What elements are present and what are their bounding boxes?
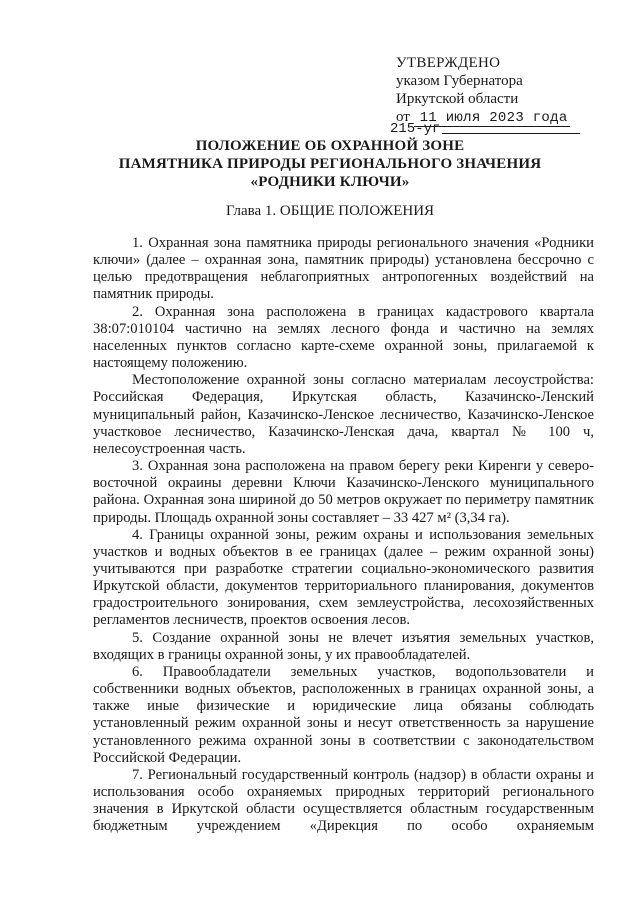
approval-date-value: 11 июля 2023 года (414, 111, 570, 127)
approval-title: УТВЕРЖДЕНО (396, 55, 501, 71)
paragraph-4: 4. Границы охранной зоны, режим охраны и использования земельных участков и водных объектов в ее границах (далее – режим охранной зоны) учитываются при разработке стратегии социально-экономического развития Иркутской области, документов территориального планирования, документов градостроительного зонирования, схем землеустройства, лесохозяйственных регламентов лесничеств, проектов освоения лесов. (93, 526, 594, 629)
approval-issuer-line1: указом Губернатора (396, 73, 523, 89)
paragraph-7: 7. Региональный государственный контроль (надзор) в области охраны и использования особо охраняемых природных территорий регионального значения в Иркутской области осуществляется областным государственным бюджетным учреждением «Дирекция по особо охраняемым (93, 766, 594, 835)
approval-number-underline (442, 133, 580, 134)
paragraph-3: 3. Охранная зона расположена на правом берегу реки Киренги у северо-восточной окраины деревни Ключи Казачинско-Ленского муниципального района. Охранная зона шириной до 50 метров окружает по периметру памятник природы. Площадь охранной зоны составляет – 33 427 м² (3,34 га). (93, 458, 594, 526)
document-title (60, 137, 600, 191)
paragraph-5: 5. Создание охранной зоны не влечет изъятия земельных участков, входящих в границы охранной зоны, у их правообладателей. (93, 629, 594, 663)
approval-date-prefix: от (396, 109, 410, 125)
approval-number: 215-уг (390, 121, 441, 137)
paragraph-location: Местоположение охранной зоны согласно материалам лесоустройства: Российская Федерация, Иркутская область, Казачинско-Ленский муниципальный район, Казачинско-Ленское лесничество, Казачинско-Ленское участковое лесничество, Казачинско-Ленская дача, квартал № 100 ч, нелесоустроенная часть. (93, 372, 594, 457)
paragraph-1: 1. Охранная зона памятника природы регионального значения «Родники ключи» (далее – охранная зона, памятник природы) установлена бессрочно с целью предотвращения неблагоприятных антропогенных воздействий на памятник природы. (93, 235, 594, 303)
document-body (93, 235, 594, 835)
document-title-line1: ПОЛОЖЕНИЕ ОБ ОХРАННОЙ ЗОНЕ (195, 138, 465, 154)
document-title-line3: «РОДНИКИ КЛЮЧИ» (250, 174, 410, 190)
paragraph-6: 6. Правообладатели земельных участков, водопользователи и собственники водных объектов, расположенных в границах охранной зоны, а также иные физические и юридические лица обязаны соблюдать установленный режим охранной зоны и несут ответственность за нарушение установленного режима охранной зоны в соответствии с законодательством Российской Федерации. (93, 663, 594, 766)
approval-stamp (390, 54, 596, 137)
approval-issuer-line2: Иркутской области (396, 91, 519, 107)
paragraph-2: 2. Охранная зона расположена в границах кадастрового квартала 38:07:010104 частично на землях лесного фонда и частично на землях населенных пунктов согласно карте-схеме охранной зоны, прилагаемой к настоящему положению. (93, 303, 594, 372)
chapter-heading: Глава 1. ОБЩИЕ ПОЛОЖЕНИЯ (225, 203, 435, 219)
document-title-line2: ПАМЯТНИКА ПРИРОДЫ РЕГИОНАЛЬНОГО ЗНАЧЕНИЯ (118, 156, 542, 172)
